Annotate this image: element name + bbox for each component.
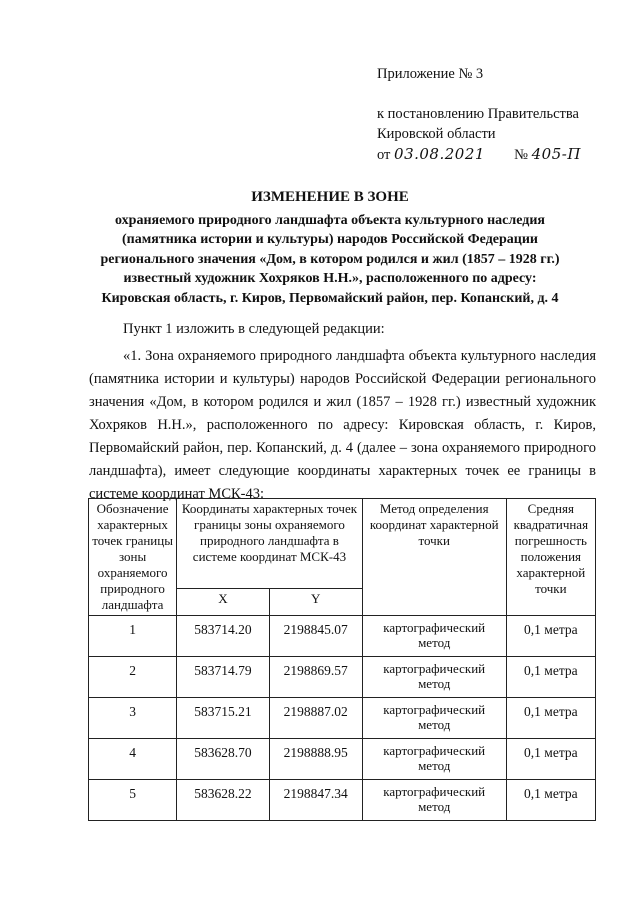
cell-x: 583714.79 (177, 657, 270, 698)
number-label: № (514, 147, 529, 163)
cell-point: 3 (89, 698, 177, 739)
header-coordinates: Координаты характерных точек границы зоны охраняемого природного ландшафта в системе координат МСК-43 (177, 499, 363, 589)
cell-method: картографический метод (362, 780, 506, 821)
table-header-row (89, 499, 596, 589)
cell-error: 0,1 метра (506, 739, 595, 780)
table-row (89, 616, 596, 657)
region-name: Кировской области (377, 126, 496, 142)
coordinates-table (88, 498, 596, 821)
appendix-label: Приложение № 3 (377, 66, 484, 82)
cell-method: картографический метод (362, 739, 506, 780)
table-row (89, 657, 596, 698)
paragraph-2: «1. Зона охраняемого природного ландшафта объекта культурного наследия (памятника истории и культуры) народов Российской Федерации регионального значения «Дом, в котором родился и жил (1857 – 1928 гг.) известный художник Хохряков Н.Н.», расположенного по адресу: Кировская область, г. Киров, Первомайский район, пер. Копанский, д. 4 (далее – зона охраняемого природного ландшафта), имеет следующие координаты характерных точек ее границы в системе координат МСК-43: (89, 348, 596, 502)
header-error: Средняя квадратичная погрешность положения характерной точки (506, 499, 595, 616)
cell-error: 0,1 метра (506, 780, 595, 821)
cell-y: 2198845.07 (269, 616, 362, 657)
cell-error: 0,1 метра (506, 657, 595, 698)
cell-point: 2 (89, 657, 177, 698)
cell-method: картографический метод (362, 657, 506, 698)
from-label: от (377, 147, 391, 163)
header-x: X (177, 588, 270, 615)
cell-y: 2198887.02 (269, 698, 362, 739)
resolution-reference: к постановлению Правительства (377, 106, 579, 122)
cell-y: 2198888.95 (269, 739, 362, 780)
cell-y: 2198869.57 (269, 657, 362, 698)
cell-error: 0,1 метра (506, 698, 595, 739)
title-line-3: (памятника истории и культуры) народов Российской Федерации (122, 232, 538, 247)
cell-x: 583715.21 (177, 698, 270, 739)
cell-y: 2198847.34 (269, 780, 362, 821)
table-row (89, 739, 596, 780)
cell-method: картографический метод (362, 698, 506, 739)
table-row (89, 698, 596, 739)
title-line-5: известный художник Хохряков Н.Н.», расположенного по адресу: (123, 271, 537, 286)
title-line-2: охраняемого природного ландшафта объекта культурного наследия (115, 212, 545, 228)
table-row (89, 780, 596, 821)
paragraph-1: Пункт 1 изложить в следующей редакции: (123, 321, 385, 337)
cell-point: 1 (89, 616, 177, 657)
header-method: Метод определения координат характерной точки (362, 499, 506, 616)
header-point-designation: Обозначение характерных точек границы зоны охраняемого природного ландшафта (89, 499, 177, 616)
title-line-1: ИЗМЕНЕНИЕ В ЗОНЕ (251, 189, 409, 205)
header-y: Y (269, 588, 362, 615)
document-title (60, 188, 600, 308)
title-line-4: регионального значения «Дом, в котором родился и жил (1857 – 1928 гг.) (100, 251, 560, 267)
cell-point: 5 (89, 780, 177, 821)
cell-x: 583714.20 (177, 616, 270, 657)
cell-point: 4 (89, 739, 177, 780)
cell-method: картографический метод (362, 616, 506, 657)
cell-x: 583628.22 (177, 780, 270, 821)
handwritten-date: 03.08.2021 (394, 145, 485, 163)
cell-x: 583628.70 (177, 739, 270, 780)
document-body (89, 318, 596, 506)
date-number-line (377, 144, 581, 165)
title-line-6: Кировская область, г. Киров, Первомайский район, пер. Копанский, д. 4 (101, 290, 559, 306)
handwritten-number: 405-П (531, 145, 581, 163)
document-header (377, 64, 581, 165)
cell-error: 0,1 метра (506, 616, 595, 657)
